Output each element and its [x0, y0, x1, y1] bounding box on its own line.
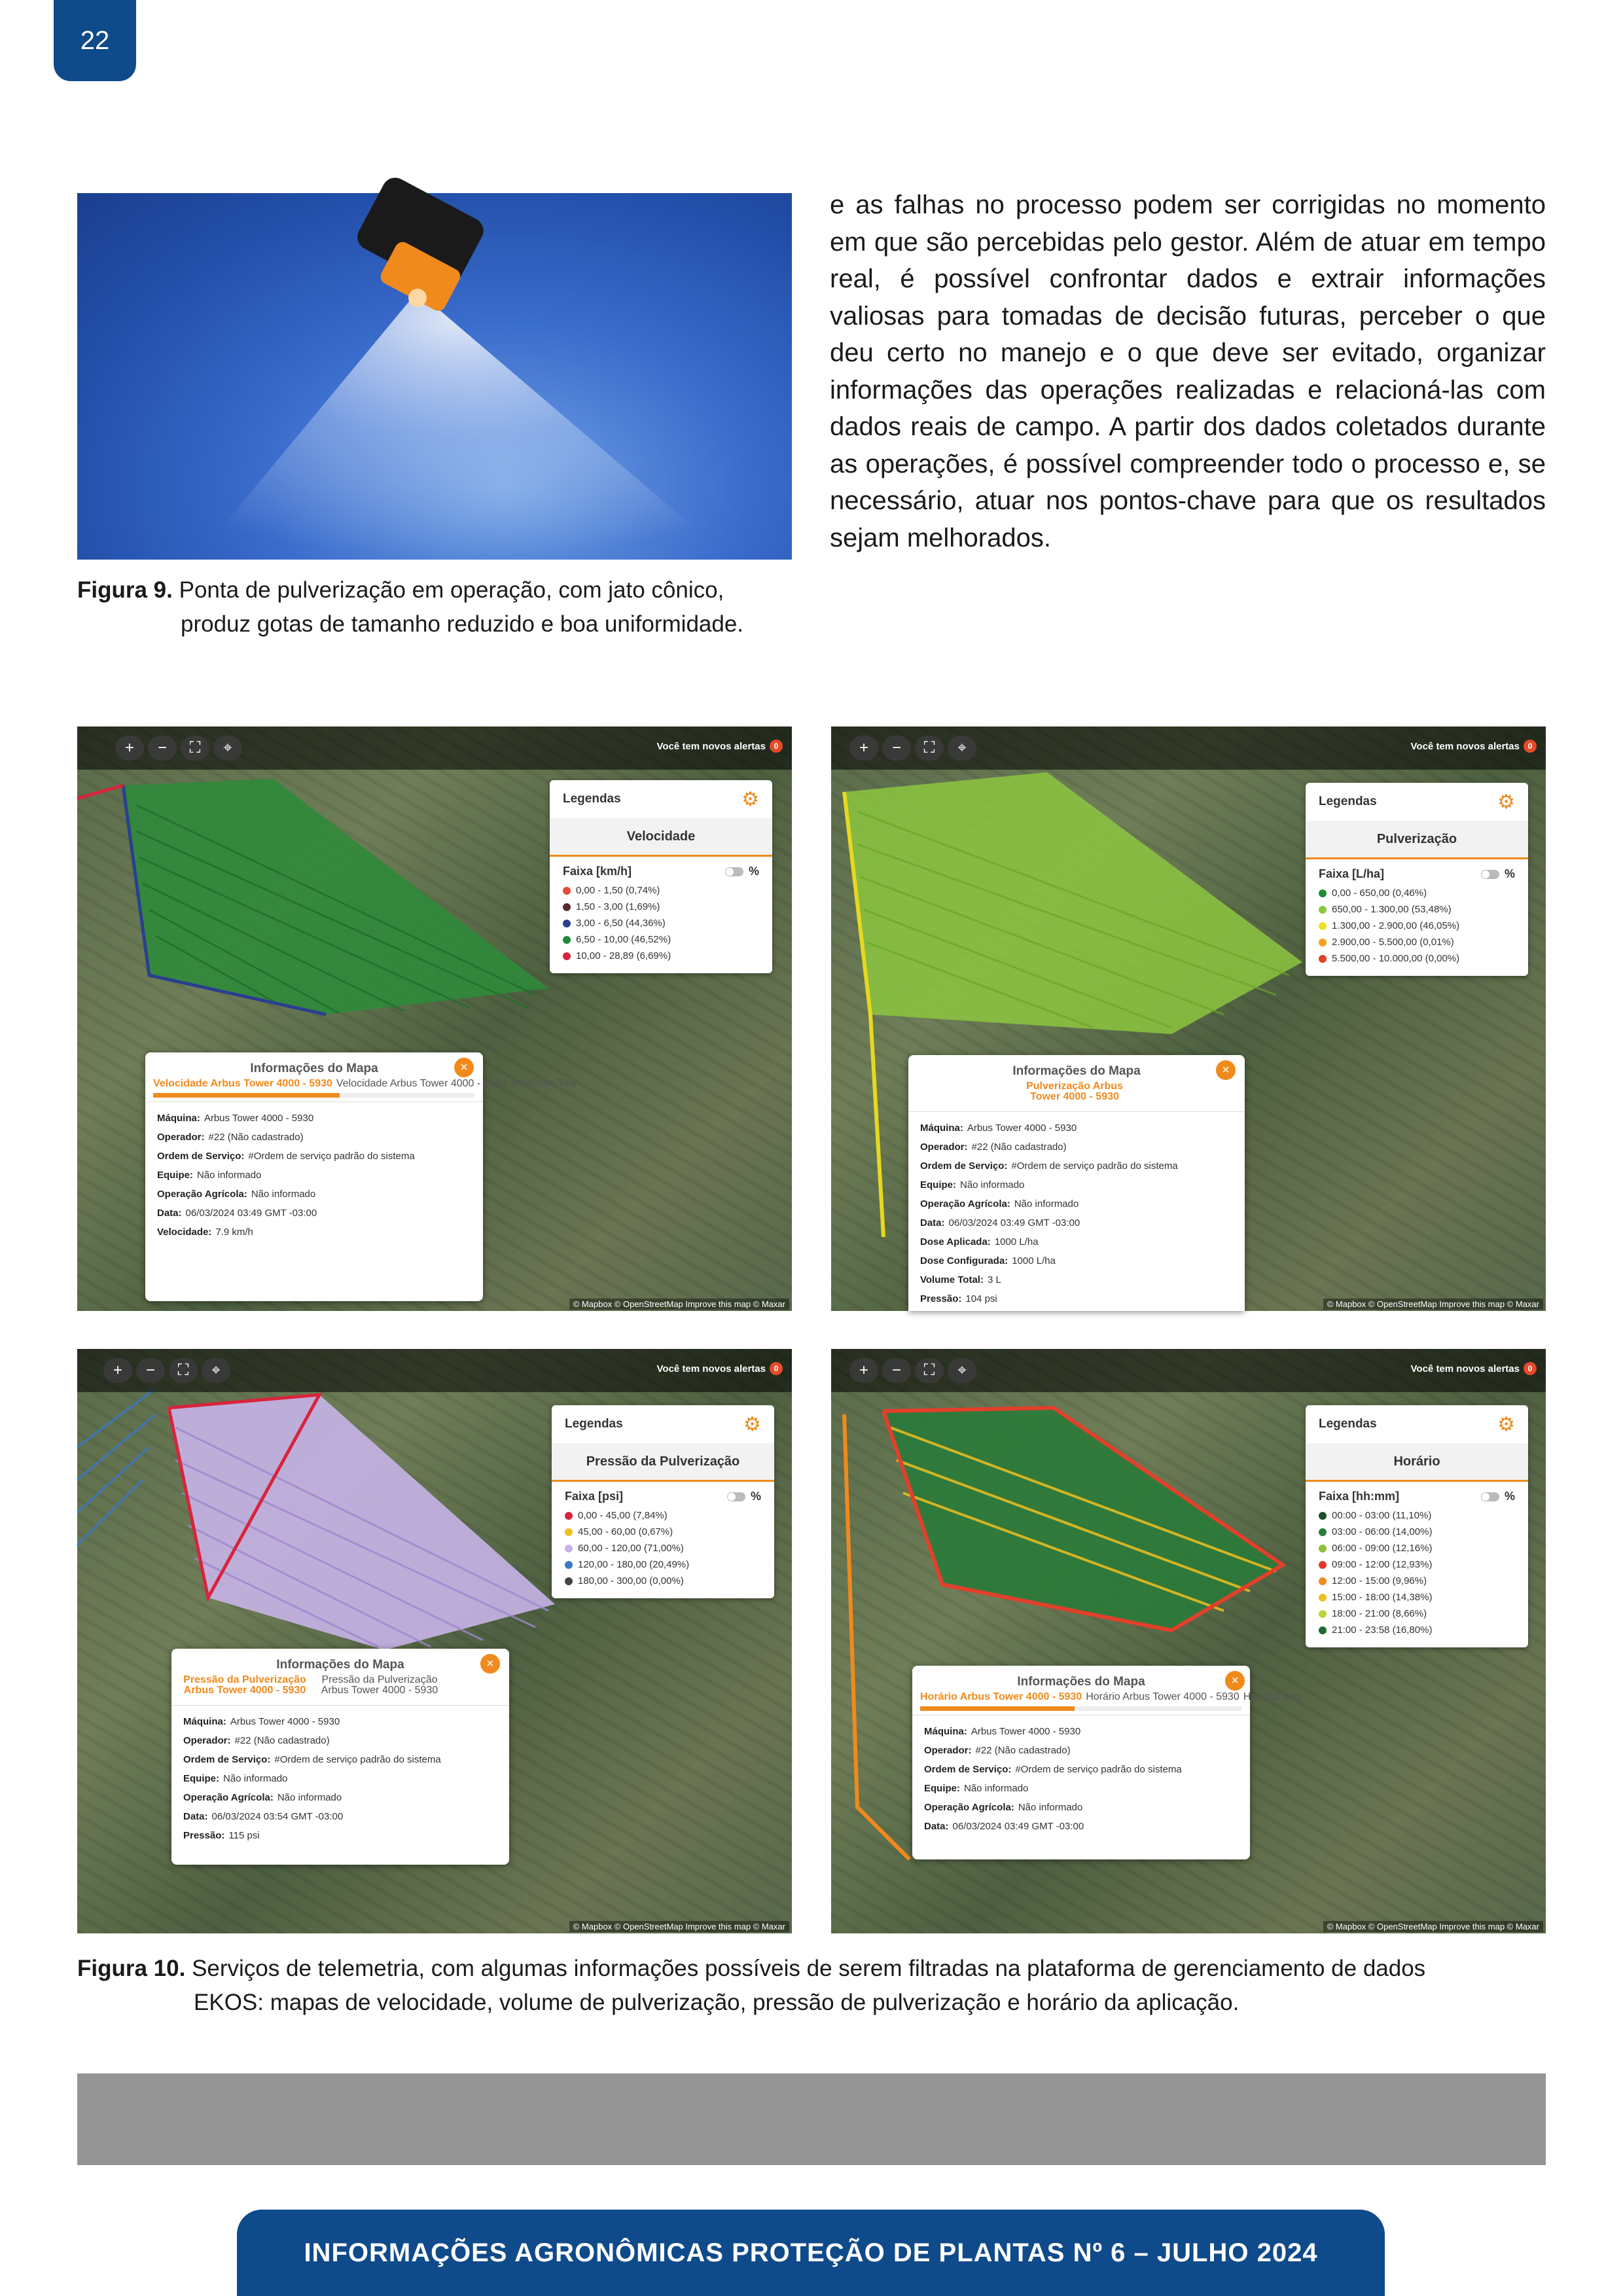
zoom-out-button[interactable]: − [882, 736, 911, 761]
info-scroll-bar[interactable] [153, 1093, 475, 1098]
alerts-count-badge: 0 [1524, 740, 1537, 753]
telemetry-maps-grid [77, 726, 1546, 1933]
legend-swatch [565, 1577, 573, 1585]
legend-swatch [1319, 1545, 1327, 1552]
percent-toggle[interactable] [1481, 1492, 1499, 1501]
info-key: Máquina: [920, 1122, 963, 1134]
legend-item [1319, 1507, 1515, 1524]
info-tabs [912, 1691, 1302, 1702]
zoom-in-button[interactable]: + [103, 1358, 132, 1383]
info-key: Ordem de Serviço: [183, 1754, 271, 1765]
legend-item-label: 5.500,00 - 10.000,00 (0,00%) [1332, 953, 1460, 964]
legend-range-label: Faixa [psi] [565, 1490, 624, 1503]
info-rows [171, 1705, 509, 1852]
legend-item [1319, 1589, 1515, 1605]
info-key: Equipe: [183, 1773, 219, 1784]
info-key: Equipe: [157, 1170, 193, 1181]
info-key: Operador: [924, 1745, 972, 1756]
legend-item [1319, 1622, 1515, 1638]
info-title: Informações do Mapa [1012, 1064, 1141, 1078]
zoom-out-button[interactable]: − [136, 1358, 165, 1383]
legend-header: Legendas [563, 792, 621, 806]
info-key: Data: [183, 1811, 208, 1822]
info-row [924, 1760, 1238, 1779]
alerts-count-badge: 0 [1524, 1362, 1537, 1375]
legend-item [1319, 901, 1515, 918]
legend-list [550, 881, 772, 973]
percent-toggle[interactable] [727, 1492, 745, 1501]
legend-swatch [1319, 1577, 1327, 1585]
legend-title: Pulverização [1306, 821, 1528, 859]
legend-item-label: 650,00 - 1.300,00 (53,48%) [1332, 904, 1452, 915]
info-tab[interactable]: Vel Arbus Tow [510, 1078, 577, 1089]
legend-item [565, 1507, 761, 1524]
legend-list [1306, 1506, 1528, 1647]
legend-item-label: 6,50 - 10,00 (46,52%) [576, 934, 671, 945]
close-icon[interactable]: × [1225, 1671, 1245, 1691]
legend-swatch [1319, 1594, 1327, 1602]
close-icon[interactable]: × [480, 1654, 500, 1674]
info-tabs [908, 1081, 1245, 1102]
legend-swatch [563, 952, 571, 960]
info-value: 104 psi [965, 1293, 997, 1304]
info-value: #22 (Não cadastrado) [234, 1735, 330, 1746]
info-tab[interactable]: H Arbus Tow [1243, 1691, 1302, 1702]
legend-swatch [563, 903, 571, 911]
info-value: 115 psi [228, 1830, 260, 1841]
legend-swatch [563, 920, 571, 927]
legend-range-label: Faixa [km/h] [563, 865, 632, 878]
percent-label: % [1504, 1490, 1515, 1503]
info-key: Data: [920, 1217, 945, 1229]
info-row [924, 1722, 1238, 1741]
alerts-count-badge: 0 [770, 740, 783, 753]
info-row [183, 1788, 497, 1807]
info-tab[interactable]: Velocidade Arbus Tower 4000 - 5930 [153, 1078, 332, 1089]
info-tab[interactable]: Horário Arbus Tower 4000 - 5930 [920, 1691, 1082, 1702]
info-value: #22 (Não cadastrado) [971, 1141, 1067, 1153]
info-scroll-bar[interactable] [920, 1706, 1242, 1711]
legend-swatch [1319, 939, 1327, 946]
legend-item-label: 1.300,00 - 2.900,00 (46,05%) [1332, 920, 1460, 931]
map-info-popup [912, 1666, 1302, 1859]
gear-icon[interactable]: ⚙ [741, 788, 759, 810]
info-row [920, 1175, 1233, 1194]
info-rows [912, 1715, 1250, 1842]
info-row [924, 1817, 1238, 1836]
info-value: Não informado [223, 1773, 288, 1784]
figure-10-caption-line1: Serviços de telemetria, com algumas informações possíveis de serem filtradas na plataforma de gerenciamento de dados [192, 1956, 1426, 1981]
legend-item-label: 0,00 - 1,50 (0,74%) [576, 885, 660, 896]
info-value: #22 (Não cadastrado) [208, 1132, 304, 1143]
legend-swatch [1319, 1610, 1327, 1618]
info-row [920, 1232, 1233, 1251]
info-value: 1000 L/ha [994, 1236, 1039, 1247]
info-tab[interactable]: Pulverização Arbus Tower 4000 - 5930 [1026, 1081, 1123, 1102]
info-row [920, 1213, 1233, 1232]
info-value: 1000 L/ha [1012, 1255, 1056, 1266]
legend-header: Legendas [1319, 795, 1377, 808]
legend-item [1319, 1605, 1515, 1622]
info-value: Arbus Tower 4000 - 5930 [971, 1726, 1081, 1737]
info-row [157, 1128, 471, 1147]
info-row [183, 1712, 497, 1731]
legend-title: Velocidade [550, 818, 772, 857]
legend-title: Pressão da Pulverização [552, 1443, 774, 1482]
info-value: 7.9 km/h [215, 1227, 253, 1238]
map-panel-time[interactable] [831, 1349, 1546, 1933]
info-row [157, 1185, 471, 1204]
gear-icon[interactable]: ⚙ [1497, 1413, 1515, 1435]
info-key: Pressão: [183, 1830, 225, 1841]
info-rows [908, 1111, 1245, 1315]
map-panel-spray-pressure[interactable] [77, 1349, 792, 1933]
info-value: Arbus Tower 4000 - 5930 [230, 1716, 340, 1727]
info-value: 06/03/2024 03:49 GMT -03:00 [952, 1821, 1084, 1832]
fullscreen-icon[interactable]: ⛶ [169, 1358, 198, 1383]
alerts-count-badge: 0 [770, 1362, 783, 1375]
info-title: Informações do Mapa [250, 1062, 378, 1075]
info-title: Informações do Mapa [276, 1658, 404, 1672]
info-scroll-thumb[interactable] [920, 1706, 1075, 1711]
info-value: Não informado [251, 1189, 316, 1200]
legend-item-label: 180,00 - 300,00 (0,00%) [578, 1575, 684, 1587]
close-icon[interactable]: × [1216, 1060, 1236, 1080]
info-row [183, 1769, 497, 1788]
info-row [157, 1223, 471, 1242]
info-key: Dose Aplicada: [920, 1236, 991, 1247]
legend-item [565, 1540, 761, 1556]
locate-icon[interactable]: ⌖ [202, 1358, 230, 1383]
info-value: Não informado [964, 1783, 1029, 1794]
legend-item-label: 120,00 - 180,00 (20,49%) [578, 1559, 690, 1570]
percent-toggle[interactable] [1481, 870, 1499, 879]
legend-item [1319, 1556, 1515, 1573]
alerts-text: Você tem novos alertas [1410, 1363, 1520, 1374]
legend-swatch [565, 1528, 573, 1536]
info-row [157, 1147, 471, 1166]
alerts-text: Você tem novos alertas [656, 1363, 766, 1374]
map-panel-speed[interactable] [77, 726, 792, 1311]
legend-swatch [1319, 955, 1327, 963]
info-tab[interactable]: Velocidade Arbus Tower 4000 - 5930 [336, 1078, 507, 1089]
info-key: Equipe: [924, 1783, 960, 1794]
figure-10-label: Figura 10. [77, 1956, 186, 1981]
info-key: Pressão: [920, 1293, 962, 1304]
map-info-popup [908, 1055, 1245, 1311]
legend-item-label: 60,00 - 120,00 (71,00%) [578, 1543, 684, 1554]
figure-9-caption-line2: produz gotas de tamanho reduzido e boa uniformidade. [181, 611, 744, 637]
info-rows [145, 1102, 483, 1248]
info-value: #Ordem de serviço padrão do sistema [1015, 1764, 1182, 1775]
legend-title: Horário [1306, 1443, 1528, 1482]
info-key: Data: [924, 1821, 949, 1832]
alerts-text: Você tem novos alertas [1410, 740, 1520, 752]
legend-item [1319, 885, 1515, 901]
legend-item [563, 931, 759, 948]
info-row [183, 1826, 497, 1845]
info-row [924, 1741, 1238, 1760]
info-value: Não informado [197, 1170, 262, 1181]
legend-swatch [1319, 922, 1327, 930]
percent-toggle[interactable] [725, 867, 743, 876]
info-row [920, 1138, 1233, 1157]
info-value: Não informado [960, 1179, 1025, 1191]
info-row [924, 1798, 1238, 1817]
info-value: Arbus Tower 4000 - 5930 [204, 1113, 314, 1124]
info-key: Máquina: [157, 1113, 200, 1124]
zoom-out-button[interactable]: − [882, 1358, 911, 1383]
figure-9-caption [77, 573, 792, 641]
legend-item-label: 2.900,00 - 5.500,00 (0,01%) [1332, 937, 1454, 948]
legend-item-label: 03:00 - 06:00 (14,00%) [1332, 1526, 1433, 1537]
legend-item-label: 00:00 - 03:00 (11,10%) [1332, 1510, 1432, 1521]
figure-9-label: Figura 9. [77, 577, 173, 603]
legend-swatch [1319, 906, 1327, 914]
info-key: Equipe: [920, 1179, 956, 1191]
percent-label: % [1504, 867, 1515, 880]
info-key: Máquina: [924, 1726, 967, 1737]
legend-swatch [563, 887, 571, 895]
legend-item [1319, 918, 1515, 934]
legend-item [563, 882, 759, 899]
legend-range-label: Faixa [hh:mm] [1319, 1490, 1400, 1503]
map-info-popup [171, 1649, 509, 1865]
info-value: #Ordem de serviço padrão do sistema [274, 1754, 441, 1765]
legend-item-label: 21:00 - 23:58 (16,80%) [1332, 1624, 1433, 1636]
legend-swatch [1319, 1512, 1327, 1520]
info-key: Ordem de Serviço: [924, 1764, 1012, 1775]
legend-range-label: Faixa [L/ha] [1319, 867, 1385, 880]
info-key: Ordem de Serviço: [157, 1151, 245, 1162]
info-key: Operador: [183, 1735, 231, 1746]
legend-swatch [565, 1561, 573, 1569]
info-tabs [171, 1675, 509, 1696]
info-row [157, 1109, 471, 1128]
body-paragraph: e as falhas no processo podem ser corrigidas no momento em que são percebidas pelo gestor. Além de atuar em tempo real, é possível confrontar dados e extrair informações valiosas para tomadas de decisão futuras, perceber o que deu certo no manejo e o que deve ser evitado, organizar informações das operações realizadas e relacioná-las com dados reais de campo. A partir dos dados coletados durante as operações, é possível compreender todo o processo e, se necessário, atuar nos pontos-chave para que os resultados sejam melhorados. [830, 190, 1546, 552]
fullscreen-icon[interactable]: ⛶ [915, 1358, 944, 1383]
spray-nozzle-illustration [77, 193, 792, 560]
legend-item [565, 1573, 761, 1589]
figure-10-caption-line2: EKOS: mapas de velocidade, volume de pulverização, pressão de pulverização e horário da aplicação. [194, 1990, 1240, 2015]
alerts-notice[interactable] [657, 740, 783, 753]
legend-swatch [565, 1512, 573, 1520]
percent-label: % [750, 1490, 761, 1503]
gray-banner [77, 2073, 1546, 2165]
info-row [920, 1251, 1233, 1270]
legend-item-label: 06:00 - 09:00 (12,16%) [1332, 1543, 1433, 1554]
info-scroll-thumb[interactable] [153, 1093, 340, 1098]
info-row [920, 1157, 1233, 1175]
close-icon[interactable]: × [454, 1058, 474, 1077]
info-row [157, 1204, 471, 1223]
locate-icon[interactable]: ⌖ [213, 736, 242, 761]
legend-list [552, 1506, 774, 1598]
info-value: 06/03/2024 03:54 GMT -03:00 [211, 1811, 344, 1822]
legend-item-label: 3,00 - 6,50 (44,36%) [576, 918, 666, 929]
info-key: Operação Agrícola: [920, 1198, 1010, 1210]
legend-item-label: 12:00 - 15:00 (9,96%) [1332, 1575, 1427, 1587]
alerts-notice[interactable] [1411, 1362, 1537, 1375]
figure-9-caption-line1: Ponta de pulverização em operação, com jato cônico, [179, 577, 724, 603]
legend-swatch [565, 1545, 573, 1552]
legend-card [1306, 1405, 1528, 1647]
gear-icon[interactable]: ⚙ [1497, 791, 1515, 813]
info-value: #Ordem de serviço padrão do sistema [1011, 1160, 1178, 1172]
gear-icon[interactable]: ⚙ [743, 1413, 761, 1435]
info-tab[interactable]: Horário Arbus Tower 4000 - 5930 [1086, 1691, 1240, 1702]
info-key: Operação Agrícola: [924, 1802, 1014, 1813]
legend-item [565, 1524, 761, 1540]
map-attribution[interactable]: © Mapbox © OpenStreetMap Improve this map © Maxar [569, 1921, 789, 1932]
info-row [183, 1807, 497, 1826]
alerts-notice[interactable] [1411, 740, 1537, 753]
legend-swatch [1319, 889, 1327, 897]
info-row [157, 1166, 471, 1185]
legend-item-label: 45,00 - 60,00 (0,67%) [578, 1526, 673, 1537]
info-row [920, 1289, 1233, 1308]
info-title: Informações do Mapa [1017, 1675, 1145, 1689]
map-panel-spray-volume[interactable] [831, 726, 1546, 1311]
info-value: Arbus Tower 4000 - 5930 [967, 1122, 1077, 1134]
legend-item [1319, 950, 1515, 967]
legend-item-label: 18:00 - 21:00 (8,66%) [1332, 1608, 1427, 1619]
legend-item [1319, 1573, 1515, 1589]
percent-label: % [748, 865, 759, 878]
info-key: Máquina: [183, 1716, 226, 1727]
spray-nozzle-photo [77, 193, 792, 560]
info-row [920, 1194, 1233, 1213]
legend-item [1319, 934, 1515, 950]
fullscreen-icon[interactable]: ⛶ [181, 736, 209, 761]
zoom-out-button[interactable]: − [148, 736, 177, 761]
info-key: Operador: [157, 1132, 205, 1143]
legend-card [550, 780, 772, 973]
info-key: Operador: [920, 1141, 968, 1153]
info-value: 06/03/2024 03:49 GMT -03:00 [948, 1217, 1080, 1229]
info-value: Não informado [277, 1792, 342, 1803]
info-key: Dose Configurada: [920, 1255, 1008, 1266]
legend-swatch [1319, 1561, 1327, 1569]
legend-item-label: 15:00 - 18:00 (14,38%) [1332, 1592, 1433, 1603]
info-value: 06/03/2024 03:49 GMT -03:00 [185, 1208, 317, 1219]
info-tab[interactable]: Pressão da Pulverização Arbus Tower 4000 - 5930 [183, 1674, 306, 1696]
info-value: 3 L [987, 1274, 1001, 1285]
locate-icon[interactable]: ⌖ [948, 1358, 976, 1383]
legend-item [563, 915, 759, 931]
legend-item-label: 1,50 - 3,00 (1,69%) [576, 901, 660, 912]
info-key: Ordem de Serviço: [920, 1160, 1008, 1172]
zoom-in-button[interactable]: + [849, 736, 878, 761]
legend-header: Legendas [565, 1417, 623, 1431]
legend-swatch [563, 936, 571, 944]
legend-item-label: 10,00 - 28,89 (6,69%) [576, 950, 671, 961]
legend-card [552, 1405, 774, 1598]
locate-icon[interactable]: ⌖ [948, 736, 976, 761]
map-attribution[interactable]: © Mapbox © OpenStreetMap Improve this map © Maxar [1323, 1299, 1543, 1310]
info-value: Não informado [1018, 1802, 1083, 1813]
legend-item-label: 0,00 - 650,00 (0,46%) [1332, 888, 1427, 899]
legend-item [1319, 1524, 1515, 1540]
info-key: Operação Agrícola: [183, 1792, 274, 1803]
legend-item [1319, 1540, 1515, 1556]
info-row [924, 1779, 1238, 1798]
map-info-popup [145, 1052, 577, 1301]
legend-header: Legendas [1319, 1417, 1377, 1431]
info-value: #Ordem de serviço padrão do sistema [248, 1151, 415, 1162]
info-row [920, 1119, 1233, 1138]
legend-list [1306, 884, 1528, 976]
legend-item [563, 948, 759, 964]
fullscreen-icon[interactable]: ⛶ [915, 736, 944, 761]
info-tabs [145, 1078, 577, 1089]
footer-banner: INFORMAÇÕES AGRONÔMICAS PROTEÇÃO DE PLANTAS Nº 6 – JULHO 2024 [237, 2210, 1385, 2296]
map-attribution[interactable]: © Mapbox © OpenStreetMap Improve this map © Maxar [1323, 1921, 1543, 1932]
legend-card [1306, 783, 1528, 976]
legend-item [563, 899, 759, 915]
info-row [183, 1750, 497, 1769]
legend-item [565, 1556, 761, 1573]
info-value: #22 (Não cadastrado) [975, 1745, 1071, 1756]
info-row [920, 1270, 1233, 1289]
map-attribution[interactable]: © Mapbox © OpenStreetMap Improve this map © Maxar [569, 1299, 789, 1310]
info-key: Operação Agrícola: [157, 1189, 247, 1200]
zoom-in-button[interactable]: + [115, 736, 144, 761]
legend-item-label: 09:00 - 12:00 (12,93%) [1332, 1559, 1433, 1570]
info-key: Data: [157, 1208, 182, 1219]
info-row [183, 1731, 497, 1750]
legend-item-label: 0,00 - 45,00 (7,84%) [578, 1510, 668, 1521]
alerts-notice[interactable] [657, 1362, 783, 1375]
info-tab[interactable]: Pressão da Pulverização Arbus Tower 4000 - 5930 [321, 1674, 438, 1696]
zoom-in-button[interactable]: + [849, 1358, 878, 1383]
alerts-text: Você tem novos alertas [656, 740, 766, 752]
legend-swatch [1319, 1626, 1327, 1634]
info-key: Volume Total: [920, 1274, 984, 1285]
legend-swatch [1319, 1528, 1327, 1536]
figure-10-caption [77, 1952, 1546, 2020]
page-number: 22 [54, 0, 136, 81]
info-value: Não informado [1014, 1198, 1079, 1210]
info-key: Velocidade: [157, 1227, 212, 1238]
